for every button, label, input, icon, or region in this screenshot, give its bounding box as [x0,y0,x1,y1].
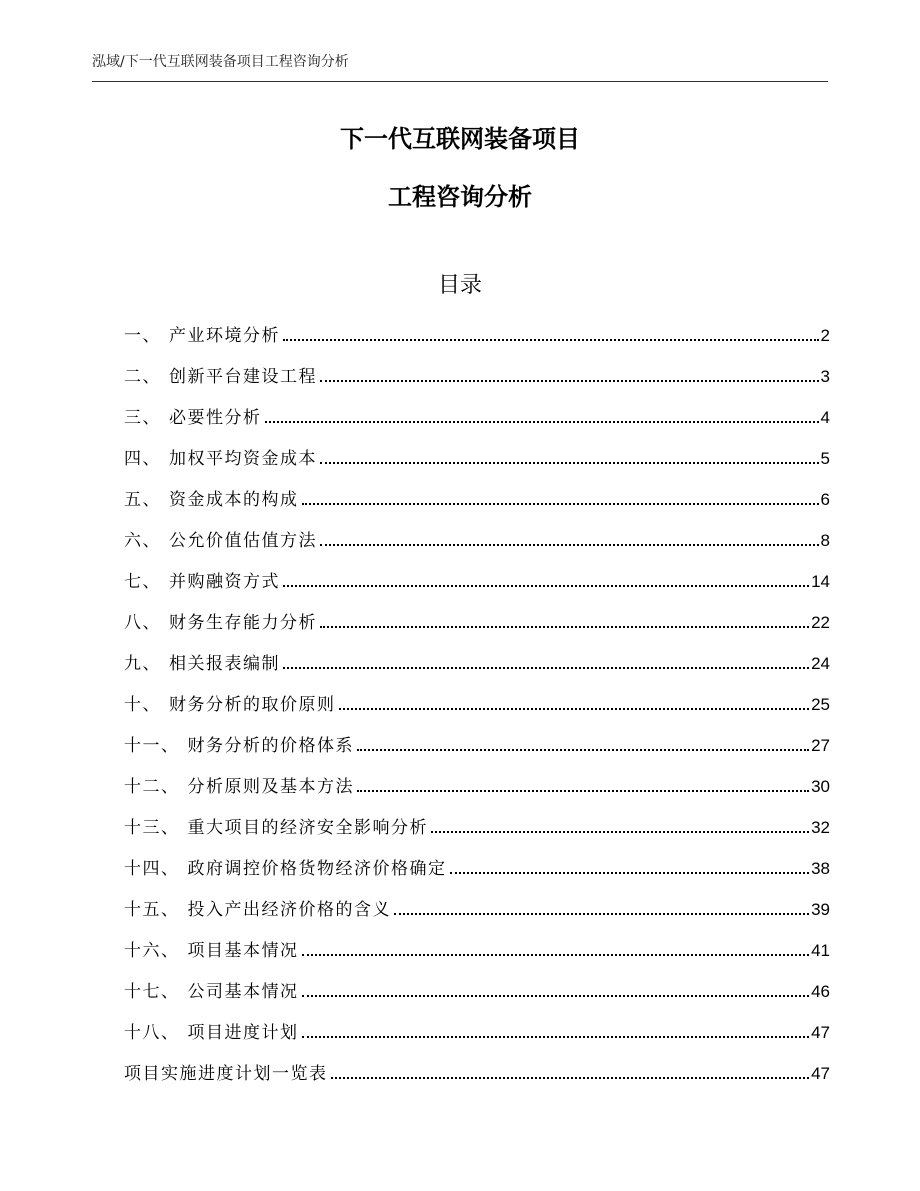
toc-entry[interactable] [124,363,830,404]
toc-entry-page: 38 [811,859,830,878]
toc-entry-number: 一、 [124,326,161,346]
document-title-line-1: 下一代互联网装备项目 [340,125,580,153]
toc-entry-page: 2 [820,326,830,345]
toc-entry-label: 重大项目的经济安全影响分析 [187,818,428,838]
toc-entry-label: 财务分析的取价原则 [169,695,336,715]
toc-entry[interactable] [124,937,830,978]
running-header: 泓域/下一代互联网装备项目工程咨询分析 [92,53,828,82]
toc-entry-number: 九、 [124,654,161,674]
toc-entry-number: 六、 [124,531,161,551]
toc-entry-number: 八、 [124,613,161,633]
toc-dot-leader [265,421,819,423]
toc-entry-label: 公司基本情况 [187,982,299,1002]
toc-entry-number: 四、 [124,449,161,469]
toc-dot-leader [302,995,810,997]
toc-entry-label: 相关报表编制 [169,654,280,674]
toc-entry-label: 财务分析的价格体系 [187,736,354,756]
toc-entry-page: 22 [811,613,830,632]
toc-entry-page: 46 [811,982,830,1001]
toc-dot-leader [283,339,819,341]
toc-entry-label: 分析原则及基本方法 [187,777,354,797]
toc-entry-label: 加权平均资金成本 [169,449,317,469]
toc-entry[interactable] [124,322,830,363]
toc-entry[interactable] [124,896,830,937]
toc-entry-number: 十六、 [124,941,180,961]
toc-dot-leader [302,503,819,505]
toc-dot-leader [320,626,809,628]
toc-entry-page: 27 [811,736,830,755]
toc-dot-leader [320,380,819,382]
toc-entry[interactable] [124,691,830,732]
toc-entry-page: 14 [811,572,830,591]
toc-entry-page: 24 [811,654,830,673]
toc-entry-page: 30 [811,777,830,796]
toc-entry[interactable] [124,773,830,814]
toc-dot-leader [357,790,809,792]
toc-entry-label: 政府调控价格货物经济价格确定 [187,859,447,879]
toc-entry-label: 财务生存能力分析 [169,613,317,633]
toc-entry-page: 8 [820,531,830,550]
document-title-line-2: 工程咨询分析 [388,183,532,211]
toc-entry-number: 十八、 [124,1023,180,1043]
toc-entry-number: 十五、 [124,900,180,920]
toc-entry-page: 39 [811,900,830,919]
toc-entry[interactable] [124,814,830,855]
toc-entry[interactable] [124,855,830,896]
toc-dot-leader [302,954,810,956]
toc-dot-leader [320,544,819,546]
toc-entry-page: 41 [811,941,830,960]
toc-entry-number: 三、 [124,408,161,428]
toc-dot-leader [394,913,809,915]
toc-entry[interactable] [124,568,830,609]
toc-entry-label: 项目实施进度计划一览表 [124,1064,328,1084]
toc-entry-number: 十二、 [124,777,180,797]
toc-dot-leader [302,1036,810,1038]
toc-entry[interactable] [124,650,830,691]
toc-entry-page: 32 [811,818,830,837]
toc-entry-number: 十七、 [124,982,180,1002]
toc-dot-leader [283,667,809,669]
toc-dot-leader [331,1077,810,1079]
toc-entry-page: 25 [811,695,830,714]
toc-entry-number: 五、 [124,490,161,510]
toc-entry[interactable] [124,486,830,527]
toc-entry-number: 十、 [124,695,161,715]
toc-entry-page: 4 [820,408,830,427]
toc-entry-number: 十四、 [124,859,180,879]
toc-dot-leader [450,872,810,874]
toc-entry-label: 投入产出经济价格的含义 [187,900,391,920]
toc-dot-leader [357,749,809,751]
toc-entry-label: 公允价值估值方法 [169,531,317,551]
toc-dot-leader [339,708,810,710]
toc-entry[interactable] [124,445,830,486]
toc-dot-leader [283,585,809,587]
toc-entry-number: 二、 [124,367,161,387]
toc-entry[interactable] [124,404,830,445]
toc-entry-label: 资金成本的构成 [169,490,299,510]
toc-dot-leader [320,462,819,464]
toc-entry-label: 必要性分析 [169,408,262,428]
toc-entry[interactable] [124,527,830,568]
toc-entry-page: 6 [820,490,830,509]
toc-entry-page: 47 [811,1064,830,1083]
toc-dot-leader [431,831,809,833]
toc-entry-label: 创新平台建设工程 [169,367,317,387]
toc-entry-number: 十三、 [124,818,180,838]
toc-entry-number: 七、 [124,572,161,592]
toc-entry-number: 十一、 [124,736,180,756]
toc-entry-label: 产业环境分析 [169,326,280,346]
toc-entry-label: 项目进度计划 [187,1023,299,1043]
toc-entry-label: 并购融资方式 [169,572,280,592]
table-of-contents [124,322,830,1101]
toc-entry-page: 47 [811,1023,830,1042]
toc-entry[interactable] [124,1060,830,1101]
toc-entry-page: 5 [820,449,830,468]
toc-entry[interactable] [124,732,830,773]
toc-heading: 目录 [437,273,482,298]
toc-entry[interactable] [124,609,830,650]
toc-entry[interactable] [124,1019,830,1060]
toc-entry[interactable] [124,978,830,1019]
toc-entry-page: 3 [820,367,830,386]
toc-entry-label: 项目基本情况 [187,941,299,961]
